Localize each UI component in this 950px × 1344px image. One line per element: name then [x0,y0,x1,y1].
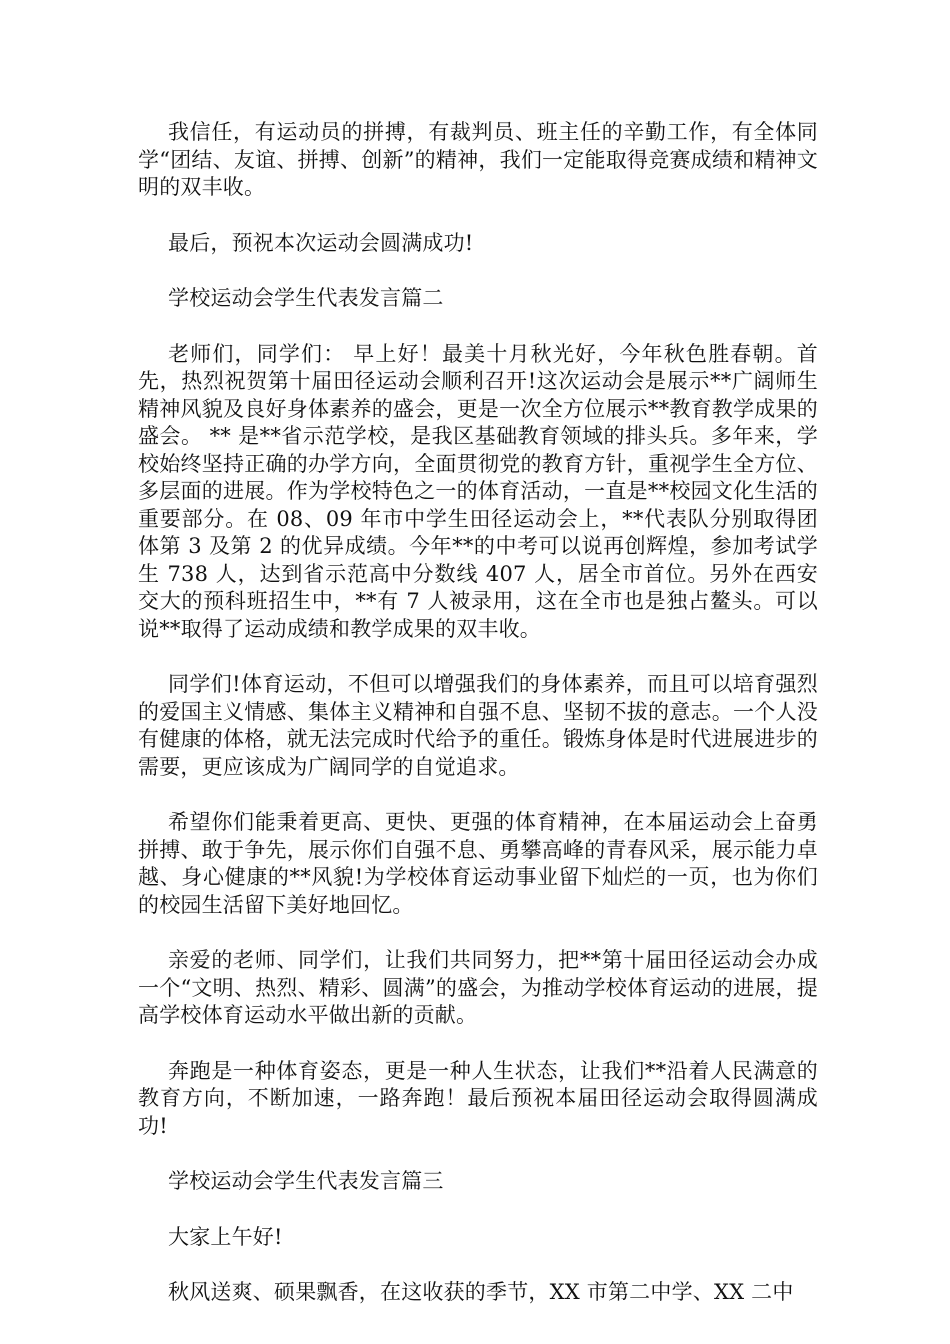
paragraph-common-effort: 亲爱的老师、同学们，让我们共同努力，把**第十届田径运动会办成一个“文明、热烈、精彩、圆满”的盛会，为推动学校体育运动的进展，提高学校体育运动水平做出新的贡献。 [138,948,818,1027]
paragraph-hopes: 希望你们能秉着更高、更快、更强的体育精神，在本届运动会上奋勇拼搏、敢于争先，展示你们自强不息、勇攀高峰的青春风采，展示能力卓越、身心健康的**风貌!为学校体育运动事业留下灿烂的一页，也为你们的校园生活留下美好地回忆。 [138,810,818,917]
paragraph-closing-wishes: 我信任，有运动员的拼搏，有裁判员、班主任的辛勤工作，有全体同学“团结、友谊、拼搏、创新”的精神，我们一定能取得竞赛成绩和精神文明的双丰收。 [138,120,818,199]
paragraph-opening-speech: 老师们，同学们： 早上好！最美十月秋光好，今年秋色胜春朝。首先，热烈祝贺第十届田径运动会顺利召开!这次运动会是展示**广阔师生精神风貌及良好身体素养的盛会，更是一次全方位展示**教育教学成果的盛会。 ** 是**省示范学校，是我区基础教育领域的排头兵。多年来，学校始终坚持正确的办学方向，全面贯彻党的教育方针，重视学生全方位、多层面的进展。作为学校特色之一的体育活动，一直是**校园文化生活的重要部分。在 08、09 年市中学生田径运动会上，**代表队分别取得团体第 3 及第 2 的优异成绩。今年**的中考可以说再创辉煌，参加考试学生 738 人，达到省示范高中分数线 407 人，居全市首位。另外在西安交大的预科班招生中，**有 7 人被录用，这在全市也是独占鳌头。可以说**取得了运动成绩和教学成果的双丰收。 [138,341,818,641]
paragraph-greeting: 大家上午好! [168,1224,283,1249]
paragraph-autumn-opening: 秋风送爽、硕果飘香，在这收获的季节，XX 市第二中学、XX 二中 [168,1280,794,1304]
paragraph-sports-value: 同学们!体育运动，不但可以增强我们的身体素养，而且可以培育强烈的爱国主义情感、集体主义精神和自强不息、坚韧不拔的意志。一个人没有健康的体格，就无法完成时代给予的重任。锻炼身体是时代进展进步的需要，更应该成为广阔同学的自觉追求。 [138,672,818,779]
paragraph-running: 奔跑是一种体育姿态，更是一种人生状态，让我们**沿着人民满意的教育方向，不断加速，一路奔跑！最后预祝本届田径运动会取得圆满成功! [138,1058,818,1138]
document-body [138,119,818,1335]
section-heading-part-three: 学校运动会学生代表发言篇三 [168,1169,444,1193]
paragraph-final-blessing: 最后，预祝本次运动会圆满成功! [168,230,474,255]
section-heading-part-two: 学校运动会学生代表发言篇二 [168,286,444,310]
